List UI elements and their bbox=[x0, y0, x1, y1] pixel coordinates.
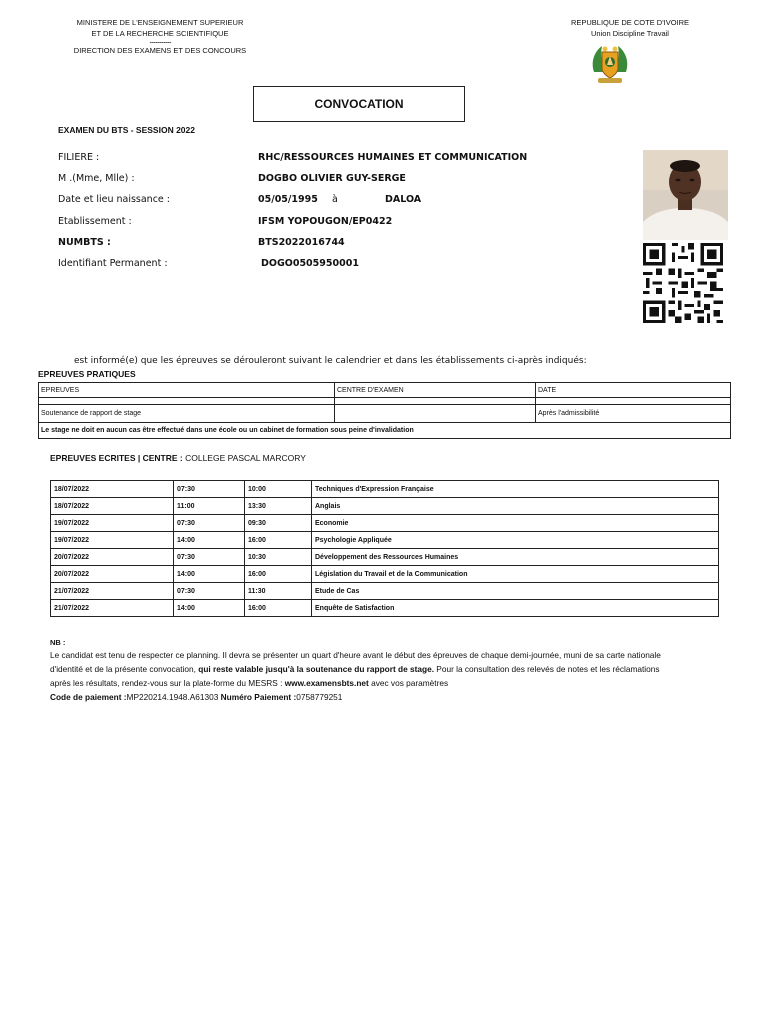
nb-text1: Le candidat est tenu de respecter ce planning. Il devra se présenter un quart d'heure avant le début des épreuves de chaque demi-journée, muni de sa carte nationale d'identité et de la présente convocation, bbox=[50, 650, 661, 674]
pratiques-table bbox=[38, 382, 731, 439]
nb-paragraph bbox=[50, 648, 670, 704]
nb-text3: avec vos paramètres bbox=[368, 678, 449, 688]
exam-subject: Etude de Cas bbox=[312, 583, 719, 600]
table-row bbox=[39, 423, 731, 439]
exam-end: 10:00 bbox=[245, 481, 312, 498]
etablissement-value: IFSM YOPOUGON/EP0422 bbox=[258, 216, 393, 227]
exam-date: 20/07/2022 bbox=[51, 549, 174, 566]
qr-code-icon bbox=[642, 243, 724, 323]
nb-section bbox=[50, 638, 670, 704]
exam-date: 21/07/2022 bbox=[51, 583, 174, 600]
exam-date: 20/07/2022 bbox=[51, 566, 174, 583]
table-row bbox=[51, 515, 719, 532]
table-row bbox=[51, 481, 719, 498]
identifiant-value: DOGO0505950001 bbox=[261, 258, 359, 269]
filiere-label: FILIERE : bbox=[58, 152, 100, 163]
table-row bbox=[39, 405, 731, 423]
birth-date-value: 05/05/1995 bbox=[258, 194, 318, 205]
stage-warning: Le stage ne doit en aucun cas être effectué dans une école ou un cabinet de formation sous peine d'invalidation bbox=[39, 423, 731, 439]
exam-subject: Anglais bbox=[312, 498, 719, 515]
name-value: DOGBO OLIVIER GUY-SERGE bbox=[258, 173, 406, 184]
table-row bbox=[51, 498, 719, 515]
spacer-cell bbox=[335, 398, 536, 405]
birth-place-value: DALOA bbox=[385, 194, 422, 205]
ecrites-table bbox=[50, 480, 719, 617]
numbts-label: NUMBTS : bbox=[58, 237, 111, 248]
pratique-date: Après l'admissibilité bbox=[536, 405, 731, 423]
exam-start: 07:30 bbox=[174, 549, 245, 566]
header-date: DATE bbox=[536, 383, 731, 398]
nb-site-link[interactable]: www.examensbts.net bbox=[284, 678, 369, 688]
nb-text2: Pour la consultation des relevés de notes et les réclamations après les résultats, rendez-vous sur la plate-forme du MESRS : bbox=[50, 664, 660, 688]
exam-session-title: EXAMEN DU BTS - SESSION 2022 bbox=[58, 125, 195, 135]
etablissement-label: Etablissement : bbox=[58, 216, 132, 227]
exam-start: 11:00 bbox=[174, 498, 245, 515]
birth-label: Date et lieu naissance : bbox=[58, 194, 170, 205]
numero-paiement-label: Numéro Paiement : bbox=[218, 692, 297, 702]
ecrites-title bbox=[50, 453, 306, 463]
candidate-photo bbox=[643, 150, 728, 240]
intro-text: est informé(e) que les épreuves se dérouleront suivant le calendrier et dans les établissements ci-après indiqués: bbox=[74, 356, 587, 366]
republic-header bbox=[535, 17, 725, 39]
motto-line: Union Discipline Travail bbox=[591, 29, 669, 38]
header-dots: ................................ bbox=[149, 39, 171, 45]
exam-start: 07:30 bbox=[174, 515, 245, 532]
exam-end: 09:30 bbox=[245, 515, 312, 532]
exam-date: 18/07/2022 bbox=[51, 481, 174, 498]
exam-start: 14:00 bbox=[174, 532, 245, 549]
code-paiement-label: Code de paiement : bbox=[50, 692, 127, 702]
exam-date: 21/07/2022 bbox=[51, 600, 174, 617]
birth-a-connector: à bbox=[332, 194, 338, 205]
table-row bbox=[51, 600, 719, 617]
exam-start: 07:30 bbox=[174, 481, 245, 498]
exam-subject: Développement des Ressources Humaines bbox=[312, 549, 719, 566]
direction-line: DIRECTION DES EXAMENS ET DES CONCOURS bbox=[73, 46, 247, 55]
ministry-header bbox=[40, 17, 280, 56]
exam-subject: Economie bbox=[312, 515, 719, 532]
identifiant-label: Identifiant Permanent : bbox=[58, 258, 168, 269]
exam-date: 19/07/2022 bbox=[51, 532, 174, 549]
exam-subject: Psychologie Appliquée bbox=[312, 532, 719, 549]
filiere-value: RHC/RESSOURCES HUMAINES ET COMMUNICATION bbox=[258, 152, 528, 163]
exam-date: 19/07/2022 bbox=[51, 515, 174, 532]
exam-subject: Techniques d'Expression Française bbox=[312, 481, 719, 498]
exam-end: 16:00 bbox=[245, 600, 312, 617]
exam-subject: Enquête de Satisfaction bbox=[312, 600, 719, 617]
code-paiement-value: MP220214.1948.A61303 bbox=[126, 692, 219, 702]
pratiques-title: EPREUVES PRATIQUES bbox=[38, 369, 136, 379]
exam-start: 14:00 bbox=[174, 600, 245, 617]
spacer-cell bbox=[39, 398, 335, 405]
exam-start: 14:00 bbox=[174, 566, 245, 583]
ministry-line1: MINISTERE DE L'ENSEIGNEMENT SUPERIEUR bbox=[76, 18, 244, 27]
exam-end: 16:00 bbox=[245, 566, 312, 583]
coat-of-arms-icon bbox=[590, 42, 630, 86]
table-row bbox=[51, 549, 719, 566]
convocation-title: CONVOCATION bbox=[253, 86, 465, 122]
ecrites-centre: COLLEGE PASCAL MARCORY bbox=[182, 453, 306, 463]
table-row bbox=[51, 532, 719, 549]
header-centre: CENTRE D'EXAMEN bbox=[335, 383, 536, 398]
nb-text1-bold: qui reste valable jusqu'à la soutenance du rapport de stage. bbox=[198, 664, 434, 674]
exam-end: 13:30 bbox=[245, 498, 312, 515]
exam-subject: Législation du Travail et de la Communication bbox=[312, 566, 719, 583]
name-label: M .(Mme, Mlle) : bbox=[58, 173, 135, 184]
exam-date: 18/07/2022 bbox=[51, 498, 174, 515]
numbts-value: BTS2022016744 bbox=[258, 237, 345, 248]
pratique-epreuve: Soutenance de rapport de stage bbox=[39, 405, 335, 423]
table-row bbox=[39, 398, 731, 405]
nb-title: NB : bbox=[50, 638, 66, 647]
table-row bbox=[39, 383, 731, 398]
table-row bbox=[51, 583, 719, 600]
exam-start: 07:30 bbox=[174, 583, 245, 600]
header-epreuves: EPREUVES bbox=[39, 383, 335, 398]
exam-end: 11:30 bbox=[245, 583, 312, 600]
pratique-centre bbox=[335, 405, 536, 423]
ministry-line2: ET DE LA RECHERCHE SCIENTIFIQUE bbox=[91, 29, 229, 38]
ecrites-title-bold: EPREUVES ECRITES | CENTRE : bbox=[50, 453, 183, 463]
table-row bbox=[51, 566, 719, 583]
spacer-cell bbox=[536, 398, 731, 405]
numero-paiement-value: 0758779251 bbox=[296, 692, 343, 702]
republic-line: REPUBLIQUE DE COTE D'IVOIRE bbox=[570, 18, 690, 27]
exam-end: 16:00 bbox=[245, 532, 312, 549]
exam-end: 10:30 bbox=[245, 549, 312, 566]
